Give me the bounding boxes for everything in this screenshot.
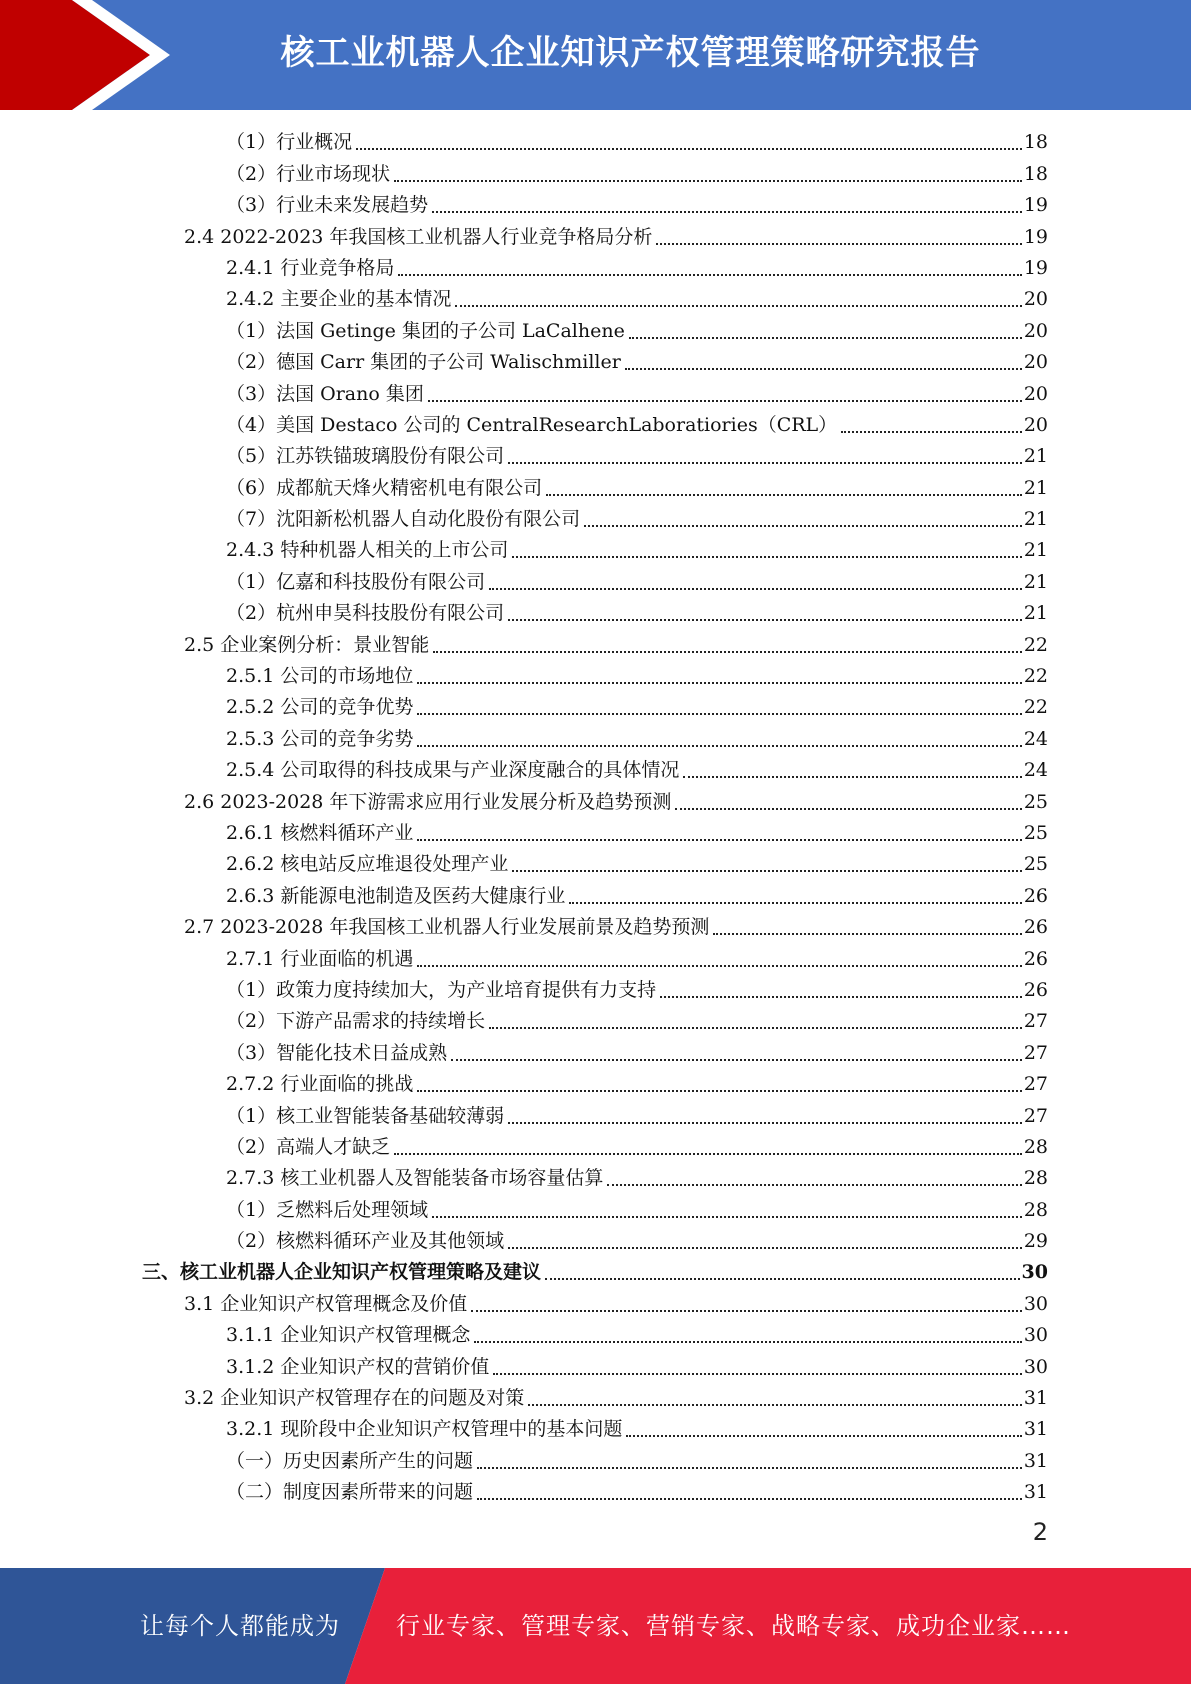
page-number: 2	[1032, 1518, 1048, 1546]
toc-entry-page: 18	[1023, 131, 1048, 154]
toc-entry[interactable]	[0, 1320, 1191, 1351]
toc-entry-page: 25	[1023, 790, 1048, 813]
toc-entry[interactable]	[0, 1132, 1191, 1163]
toc-entry-label: （1）核工业智能装备基础较薄弱	[226, 1104, 505, 1127]
toc-entry[interactable]	[0, 190, 1191, 221]
toc-entry-page: 27	[1023, 1073, 1048, 1096]
toc-entry-page: 30	[1023, 1324, 1048, 1347]
toc-entry-page: 21	[1023, 570, 1048, 593]
toc-leader-dots	[545, 1278, 1020, 1280]
toc-entry-page: 22	[1023, 696, 1048, 719]
toc-leader-dots	[432, 1216, 1022, 1218]
toc-leader-dots	[417, 965, 1021, 967]
toc-entry[interactable]	[0, 1383, 1191, 1414]
toc-entry-page: 30	[1023, 1355, 1048, 1378]
toc-entry-label: 2.4.2 主要企业的基本情况	[226, 288, 452, 311]
toc-entry[interactable]	[0, 1069, 1191, 1100]
toc-leader-dots	[675, 808, 1021, 810]
toc-leader-dots	[433, 651, 1022, 653]
toc-leader-dots	[683, 776, 1021, 778]
toc-entry-label: （2）行业市场现状	[226, 162, 391, 185]
toc-entry[interactable]	[0, 158, 1191, 189]
toc-entry-label: （1）亿嘉和科技股份有限公司	[226, 570, 486, 593]
report-title: 核工业机器人企业知识产权管理策略研究报告	[280, 33, 981, 73]
toc-leader-dots	[626, 1435, 1021, 1437]
toc-entry-page: 21	[1023, 508, 1048, 531]
toc-entry-page: 31	[1023, 1449, 1048, 1472]
toc-entry[interactable]	[0, 347, 1191, 378]
toc-entry-label: （1）政策力度持续加大，为产业培育提供有力支持	[226, 978, 657, 1001]
toc-entry-label: 2.7.2 行业面临的挑战	[226, 1073, 414, 1096]
toc-entry-page: 19	[1023, 194, 1048, 217]
toc-leader-dots	[489, 1027, 1022, 1029]
toc-entry[interactable]	[0, 692, 1191, 723]
toc-leader-dots	[394, 180, 1022, 182]
toc-entry[interactable]	[0, 723, 1191, 754]
toc-entry[interactable]	[0, 1288, 1191, 1319]
toc-entry[interactable]	[0, 629, 1191, 660]
toc-entry-label: （5）江苏铁锚玻璃股份有限公司	[226, 445, 505, 468]
toc-entry[interactable]	[0, 504, 1191, 535]
toc-entry-label: （2）下游产品需求的持续增长	[226, 1010, 486, 1033]
page-footer	[0, 1568, 1191, 1684]
toc-entry-label: 2.6.2 核电站反应堆退役处理产业	[226, 853, 509, 876]
toc-entry-label: 3.2.1 现阶段中企业知识产权管理中的基本问题	[226, 1418, 623, 1441]
toc-leader-dots	[477, 1467, 1022, 1469]
toc-entry-label: （7）沈阳新松机器人自动化股份有限公司	[226, 508, 581, 531]
toc-leader-dots	[528, 1404, 1022, 1406]
toc-entry-label: （4）美国 Destaco 公司的 CentralResearchLaboratiories（CRL）	[226, 413, 838, 436]
toc-entry-label: 2.5.1 公司的市场地位	[226, 665, 414, 688]
footer-slogan-right: 行业专家、管理专家、营销专家、战略专家、成功企业家……	[396, 1612, 1071, 1640]
toc-entry[interactable]	[0, 1006, 1191, 1037]
toc-entry[interactable]	[0, 1194, 1191, 1225]
toc-entry[interactable]	[0, 410, 1191, 441]
toc-entry-label: （2）德国 Carr 集团的子公司 Walischmiller	[226, 351, 621, 374]
toc-entry-page: 25	[1023, 821, 1048, 844]
toc-entry[interactable]	[0, 127, 1191, 158]
toc-entry-page: 22	[1023, 633, 1048, 656]
toc-entry[interactable]	[0, 1414, 1191, 1445]
toc-entry-label: （2）高端人才缺乏	[226, 1135, 391, 1158]
toc-entry-label: （3）法国 Orano 集团	[226, 382, 424, 405]
toc-leader-dots	[417, 839, 1021, 841]
toc-leader-dots	[394, 1153, 1022, 1155]
toc-entry-page: 18	[1023, 162, 1048, 185]
toc-entry-label: 3.1.1 企业知识产权管理概念	[226, 1324, 471, 1347]
toc-entry-label: （1）行业概况	[226, 131, 353, 154]
toc-leader-dots	[474, 1341, 1021, 1343]
toc-entry-label: 2.4.1 行业竞争格局	[226, 256, 395, 279]
toc-leader-dots	[660, 996, 1022, 998]
toc-entry[interactable]	[0, 818, 1191, 849]
toc-entry[interactable]	[0, 598, 1191, 629]
toc-entry-page: 29	[1023, 1230, 1048, 1253]
toc-entry[interactable]	[0, 1163, 1191, 1194]
toc-entry-page: 21	[1023, 476, 1048, 499]
toc-entry[interactable]	[0, 1477, 1191, 1508]
toc-entry-page: 19	[1023, 225, 1048, 248]
toc-leader-dots	[508, 619, 1022, 621]
toc-entry-page: 19	[1023, 256, 1048, 279]
toc-entry-label: （3）行业未来发展趋势	[226, 194, 429, 217]
toc-entry-page: 21	[1023, 539, 1048, 562]
toc-leader-dots	[398, 274, 1021, 276]
page-header	[0, 0, 1191, 110]
toc-entry-page: 26	[1023, 884, 1048, 907]
toc-entry-label: 2.4.3 特种机器人相关的上市公司	[226, 539, 509, 562]
toc-entry-page: 21	[1023, 445, 1048, 468]
toc-leader-dots	[417, 682, 1021, 684]
toc-entry-page: 27	[1023, 1010, 1048, 1033]
toc-entry-page: 26	[1023, 916, 1048, 939]
toc-entry-label: 2.7.3 核工业机器人及智能装备市场容量估算	[226, 1167, 604, 1190]
toc-entry-page: 21	[1023, 602, 1048, 625]
toc-entry-label: 3.2 企业知识产权管理存在的问题及对策	[184, 1387, 525, 1410]
toc-entry-label: 三、核工业机器人企业知识产权管理策略及建议	[142, 1261, 542, 1284]
toc-entry-label: 2.6 2023-2028 年下游需求应用行业发展分析及趋势预测	[184, 790, 672, 813]
toc-entry-page: 27	[1023, 1041, 1048, 1064]
toc-entry-label: 2.5.3 公司的竞争劣势	[226, 727, 414, 750]
toc-entry[interactable]	[0, 849, 1191, 880]
toc-leader-dots	[508, 1247, 1022, 1249]
toc-entry-label: （1）乏燃料后处理领域	[226, 1198, 429, 1221]
toc-entry-page: 31	[1023, 1481, 1048, 1504]
toc-entry-label: 2.5.2 公司的竞争优势	[226, 696, 414, 719]
toc-entry-label: （3）智能化技术日益成熟	[226, 1041, 448, 1064]
toc-entry[interactable]	[0, 912, 1191, 943]
toc-leader-dots	[841, 431, 1022, 433]
toc-entry-label: 2.6.3 新能源电池制造及医药大健康行业	[226, 884, 566, 907]
toc-entry[interactable]	[0, 661, 1191, 692]
toc-leader-dots	[629, 337, 1022, 339]
toc-leader-dots	[584, 525, 1022, 527]
toc-entry-label: 2.5 企业案例分析：景业智能	[184, 633, 430, 656]
toc-entry-page: 22	[1023, 665, 1048, 688]
toc-entry-page: 28	[1023, 1167, 1048, 1190]
toc-entry[interactable]	[0, 378, 1191, 409]
toc-entry-page: 26	[1023, 978, 1048, 1001]
toc-leader-dots	[508, 1122, 1022, 1124]
toc-entry[interactable]	[0, 1351, 1191, 1382]
toc-leader-dots	[455, 305, 1021, 307]
footer-slogan-left: 让每个人都能成为	[140, 1612, 340, 1640]
toc-entry[interactable]	[0, 472, 1191, 503]
toc-entry-label: 2.4 2022-2023 年我国核工业机器人行业竞争格局分析	[184, 225, 653, 248]
toc-leader-dots	[417, 1090, 1021, 1092]
toc-entry-page: 28	[1023, 1198, 1048, 1221]
toc-entry[interactable]	[0, 943, 1191, 974]
toc-entry[interactable]	[0, 1100, 1191, 1131]
toc-entry-label: （1）法国 Getinge 集团的子公司 LaCalhene	[226, 319, 625, 342]
toc-entry-label: 3.1.2 企业知识产权的营销价值	[226, 1355, 490, 1378]
toc-entry[interactable]	[0, 1257, 1191, 1288]
toc-entry-label: （二）制度因素所带来的问题	[226, 1481, 474, 1504]
toc-entry-label: 2.5.4 公司取得的科技成果与产业深度融合的具体情况	[226, 759, 680, 782]
table-of-contents	[0, 127, 1191, 1508]
toc-leader-dots	[625, 368, 1022, 370]
toc-entry[interactable]	[0, 566, 1191, 597]
toc-leader-dots	[417, 713, 1021, 715]
toc-leader-dots	[493, 1373, 1021, 1375]
toc-entry-page: 31	[1023, 1418, 1048, 1441]
toc-entry[interactable]	[0, 441, 1191, 472]
toc-entry-label: （一）历史因素所产生的问题	[226, 1449, 474, 1472]
toc-entry-page: 30	[1021, 1261, 1048, 1284]
toc-entry[interactable]	[0, 786, 1191, 817]
toc-entry[interactable]	[0, 1226, 1191, 1257]
toc-entry[interactable]	[0, 535, 1191, 566]
toc-leader-dots	[417, 745, 1021, 747]
toc-entry-label: （2）核燃料循环产业及其他领域	[226, 1230, 505, 1253]
toc-leader-dots	[656, 243, 1021, 245]
toc-leader-dots	[451, 1059, 1022, 1061]
toc-leader-dots	[477, 1498, 1022, 1500]
toc-entry[interactable]	[0, 1037, 1191, 1068]
toc-entry-page: 20	[1023, 413, 1048, 436]
toc-entry-page: 24	[1023, 759, 1048, 782]
toc-leader-dots	[508, 462, 1022, 464]
toc-entry-page: 20	[1023, 382, 1048, 405]
toc-entry-label: 3.1 企业知识产权管理概念及价值	[184, 1292, 468, 1315]
toc-entry[interactable]	[0, 1445, 1191, 1476]
toc-entry-page: 20	[1023, 319, 1048, 342]
toc-leader-dots	[546, 494, 1022, 496]
toc-entry-page: 24	[1023, 727, 1048, 750]
toc-entry[interactable]	[0, 975, 1191, 1006]
toc-entry-label: （2）杭州申昊科技股份有限公司	[226, 602, 505, 625]
toc-entry-page: 20	[1023, 351, 1048, 374]
toc-leader-dots	[428, 400, 1022, 402]
toc-leader-dots	[432, 211, 1022, 213]
toc-entry-page: 30	[1023, 1292, 1048, 1315]
toc-leader-dots	[512, 556, 1021, 558]
toc-entry-page: 20	[1023, 288, 1048, 311]
toc-leader-dots	[607, 1184, 1021, 1186]
toc-leader-dots	[356, 148, 1022, 150]
toc-entry-label: 2.6.1 核燃料循环产业	[226, 821, 414, 844]
toc-entry-page: 31	[1023, 1387, 1048, 1410]
toc-entry[interactable]	[0, 880, 1191, 911]
toc-leader-dots	[713, 933, 1021, 935]
toc-entry-page: 26	[1023, 947, 1048, 970]
toc-entry-label: 2.7 2023-2028 年我国核工业机器人行业发展前景及趋势预测	[184, 916, 710, 939]
toc-entry-label: （6）成都航天烽火精密机电有限公司	[226, 476, 543, 499]
toc-entry[interactable]	[0, 315, 1191, 346]
toc-entry-page: 27	[1023, 1104, 1048, 1127]
toc-entry-page: 25	[1023, 853, 1048, 876]
toc-entry[interactable]	[0, 284, 1191, 315]
toc-entry[interactable]	[0, 221, 1191, 252]
toc-leader-dots	[569, 902, 1021, 904]
toc-entry-label: 2.7.1 行业面临的机遇	[226, 947, 414, 970]
toc-entry-page: 28	[1023, 1135, 1048, 1158]
toc-entry[interactable]	[0, 755, 1191, 786]
toc-leader-dots	[512, 870, 1021, 872]
toc-entry[interactable]	[0, 253, 1191, 284]
toc-leader-dots	[489, 588, 1022, 590]
toc-leader-dots	[471, 1310, 1022, 1312]
